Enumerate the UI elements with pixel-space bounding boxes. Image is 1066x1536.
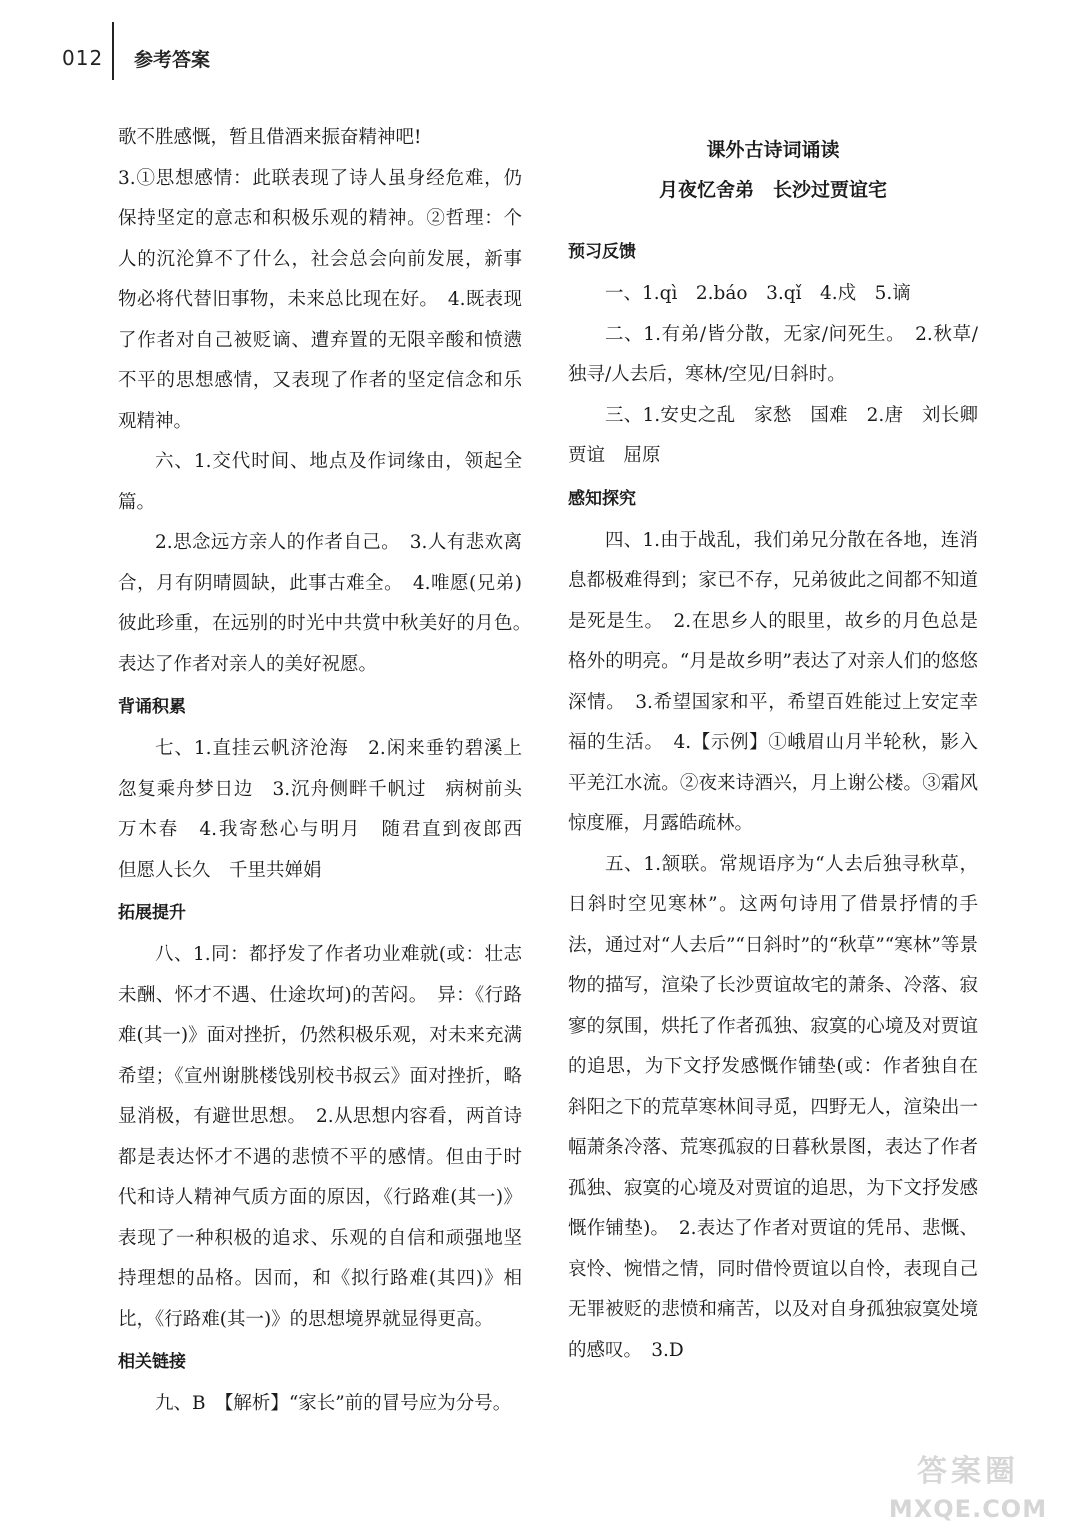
poem-titles: 月夜忆舍弟 长沙过贾谊宅 [658,179,887,201]
answer-paragraph: 歌不胜感慨，暂且借酒来振奋精神吧! [118,127,422,148]
watermark-text: 答案圈 [917,1454,1019,1489]
section-heading: 背诵积累 [118,697,186,717]
section-heading: 预习反馈 [568,242,636,262]
section-heading: 相关链接 [118,1352,186,1372]
answer-paragraph: 一、1.qì 2.báo 3.qǐ 4.戍 5.谪 [605,283,911,304]
page-header [0,0,1066,100]
answer-paragraph: 九、B 【解析】“家长”前的冒号应为分号。 [155,1393,512,1414]
left-column [118,118,541,1425]
section-title: 课外古诗词诵读 [706,139,840,161]
watermark-url: MXQE.COM [888,1495,1048,1523]
answer-paragraph: 八、1.同：都抒发了作者功业难就(或：壮志未酬、怀才不遇、仕途坎坷)的苦闷。 异：《行路难(其一)》面对挫折，仍然积极乐观，对未来充满希望；《宣州谢朓楼饯别校书叔云》面对挫折，略显消极，有避世思想。 2.从思想内容看，两首诗都是表达怀才不遇的悲愤不平的感情。但由于时代和诗人精神气质方面的原因，《行路难(其一)》表现了一种积极的追求、乐观的自信和顽强地坚持理想的品格。因而，和《拟行路难(其四)》相比，《行路难(其一)》的思想境界就显得更高。 [118,944,522,1330]
answer-paragraph: 四、1.由于战乱，我们弟兄分散在各地，连消息都极难得到；家已不存，兄弟彼此之间都不知道是死是生。 2.在思乡人的眼里，故乡的月色总是格外的明亮。“月是故乡明”表达了对亲人们的悠悠深情。 3.希望国家和平，希望百姓能过上安定幸福的生活。 4.【示例】①峨眉山月半轮秋，影入平羌江水流。②夜来诗酒兴，月上谢公楼。③霜风惊度雁，月露皓疏林。 [568,529,978,834]
right-column [568,130,997,1371]
answer-paragraph: 2.思念远方亲人的作者自己。 3.人有悲欢离合，月有阴晴圆缺，此事古难全。 4.唯愿(兄弟)彼此珍重，在远别的时光中共赏中秋美好的月色。 表达了作者对亲人的美好祝愿。 [118,532,541,675]
answer-paragraph: 3.①思想感情：此联表现了诗人虽身经危难，仍保持坚定的意志和积极乐观的精神。②哲理：个人的沉沦算不了什么，社会总会向前发展，新事物必将代替旧事物，未来总比现在好。 4.既表现了作者对自己被贬谪、遭弃置的无限辛酸和愤懑不平的思想感情，又表现了作者的坚定信念和乐观精神。 [118,167,522,432]
header-divider [112,22,114,80]
header-title: 参考答案 [134,49,211,71]
answer-paragraph: 三、1.安史之乱 家愁 国难 2.唐 刘长卿 贾谊 屈原 [568,404,997,466]
page-number: 012 [62,46,104,70]
watermark-logo [880,1452,1056,1536]
answer-paragraph: 六、1.交代时间、地点及作词缘由，领起全篇。 [118,451,522,513]
section-heading: 拓展提升 [118,903,186,923]
answer-paragraph: 五、1.颔联。常规语序为“人去后独寻秋草，日斜时空见寒林”。这两句诗用了借景抒情的手法，通过对“人去后”“日斜时”的“秋草”“寒林”等景物的描写，渲染了长沙贾谊故宅的萧条、冷落、寂寥的氛围，烘托了作者孤独、寂寞的心境及对贾谊的追思，为下文抒发感慨作铺垫(或：作者独自在斜阳之下的荒草寒林间寻觅，四野无人，渲染出一幅萧条冷落、荒寒孤寂的日暮秋景图，表达了作者孤独、寂寞的心境及对贾谊的追思，为下文抒发感慨作铺垫)。 2.表达了作者对贾谊的凭吊、悲慨、哀怜、惋惜之情，同时借怜贾谊以自怜，表现自己无罪被贬的悲愤和痛苦，以及对自身孤独寂寞处境的感叹。 3.D [568,853,978,1361]
answer-paragraph: 二、1.有弟/皆分散，无家/问死生。 2.秋草/独寻/人去后，寒林/空见/日斜时。 [568,323,978,385]
answer-paragraph: 七、1.直挂云帆济沧海 2.闲来垂钓碧溪上 忽复乘舟梦日边 3.沉舟侧畔千帆过 病树前头万木春 4.我寄愁心与明月 随君直到夜郎西 但愿人长久 千里共婵娟 [118,738,541,881]
section-heading: 感知探究 [568,488,636,509]
